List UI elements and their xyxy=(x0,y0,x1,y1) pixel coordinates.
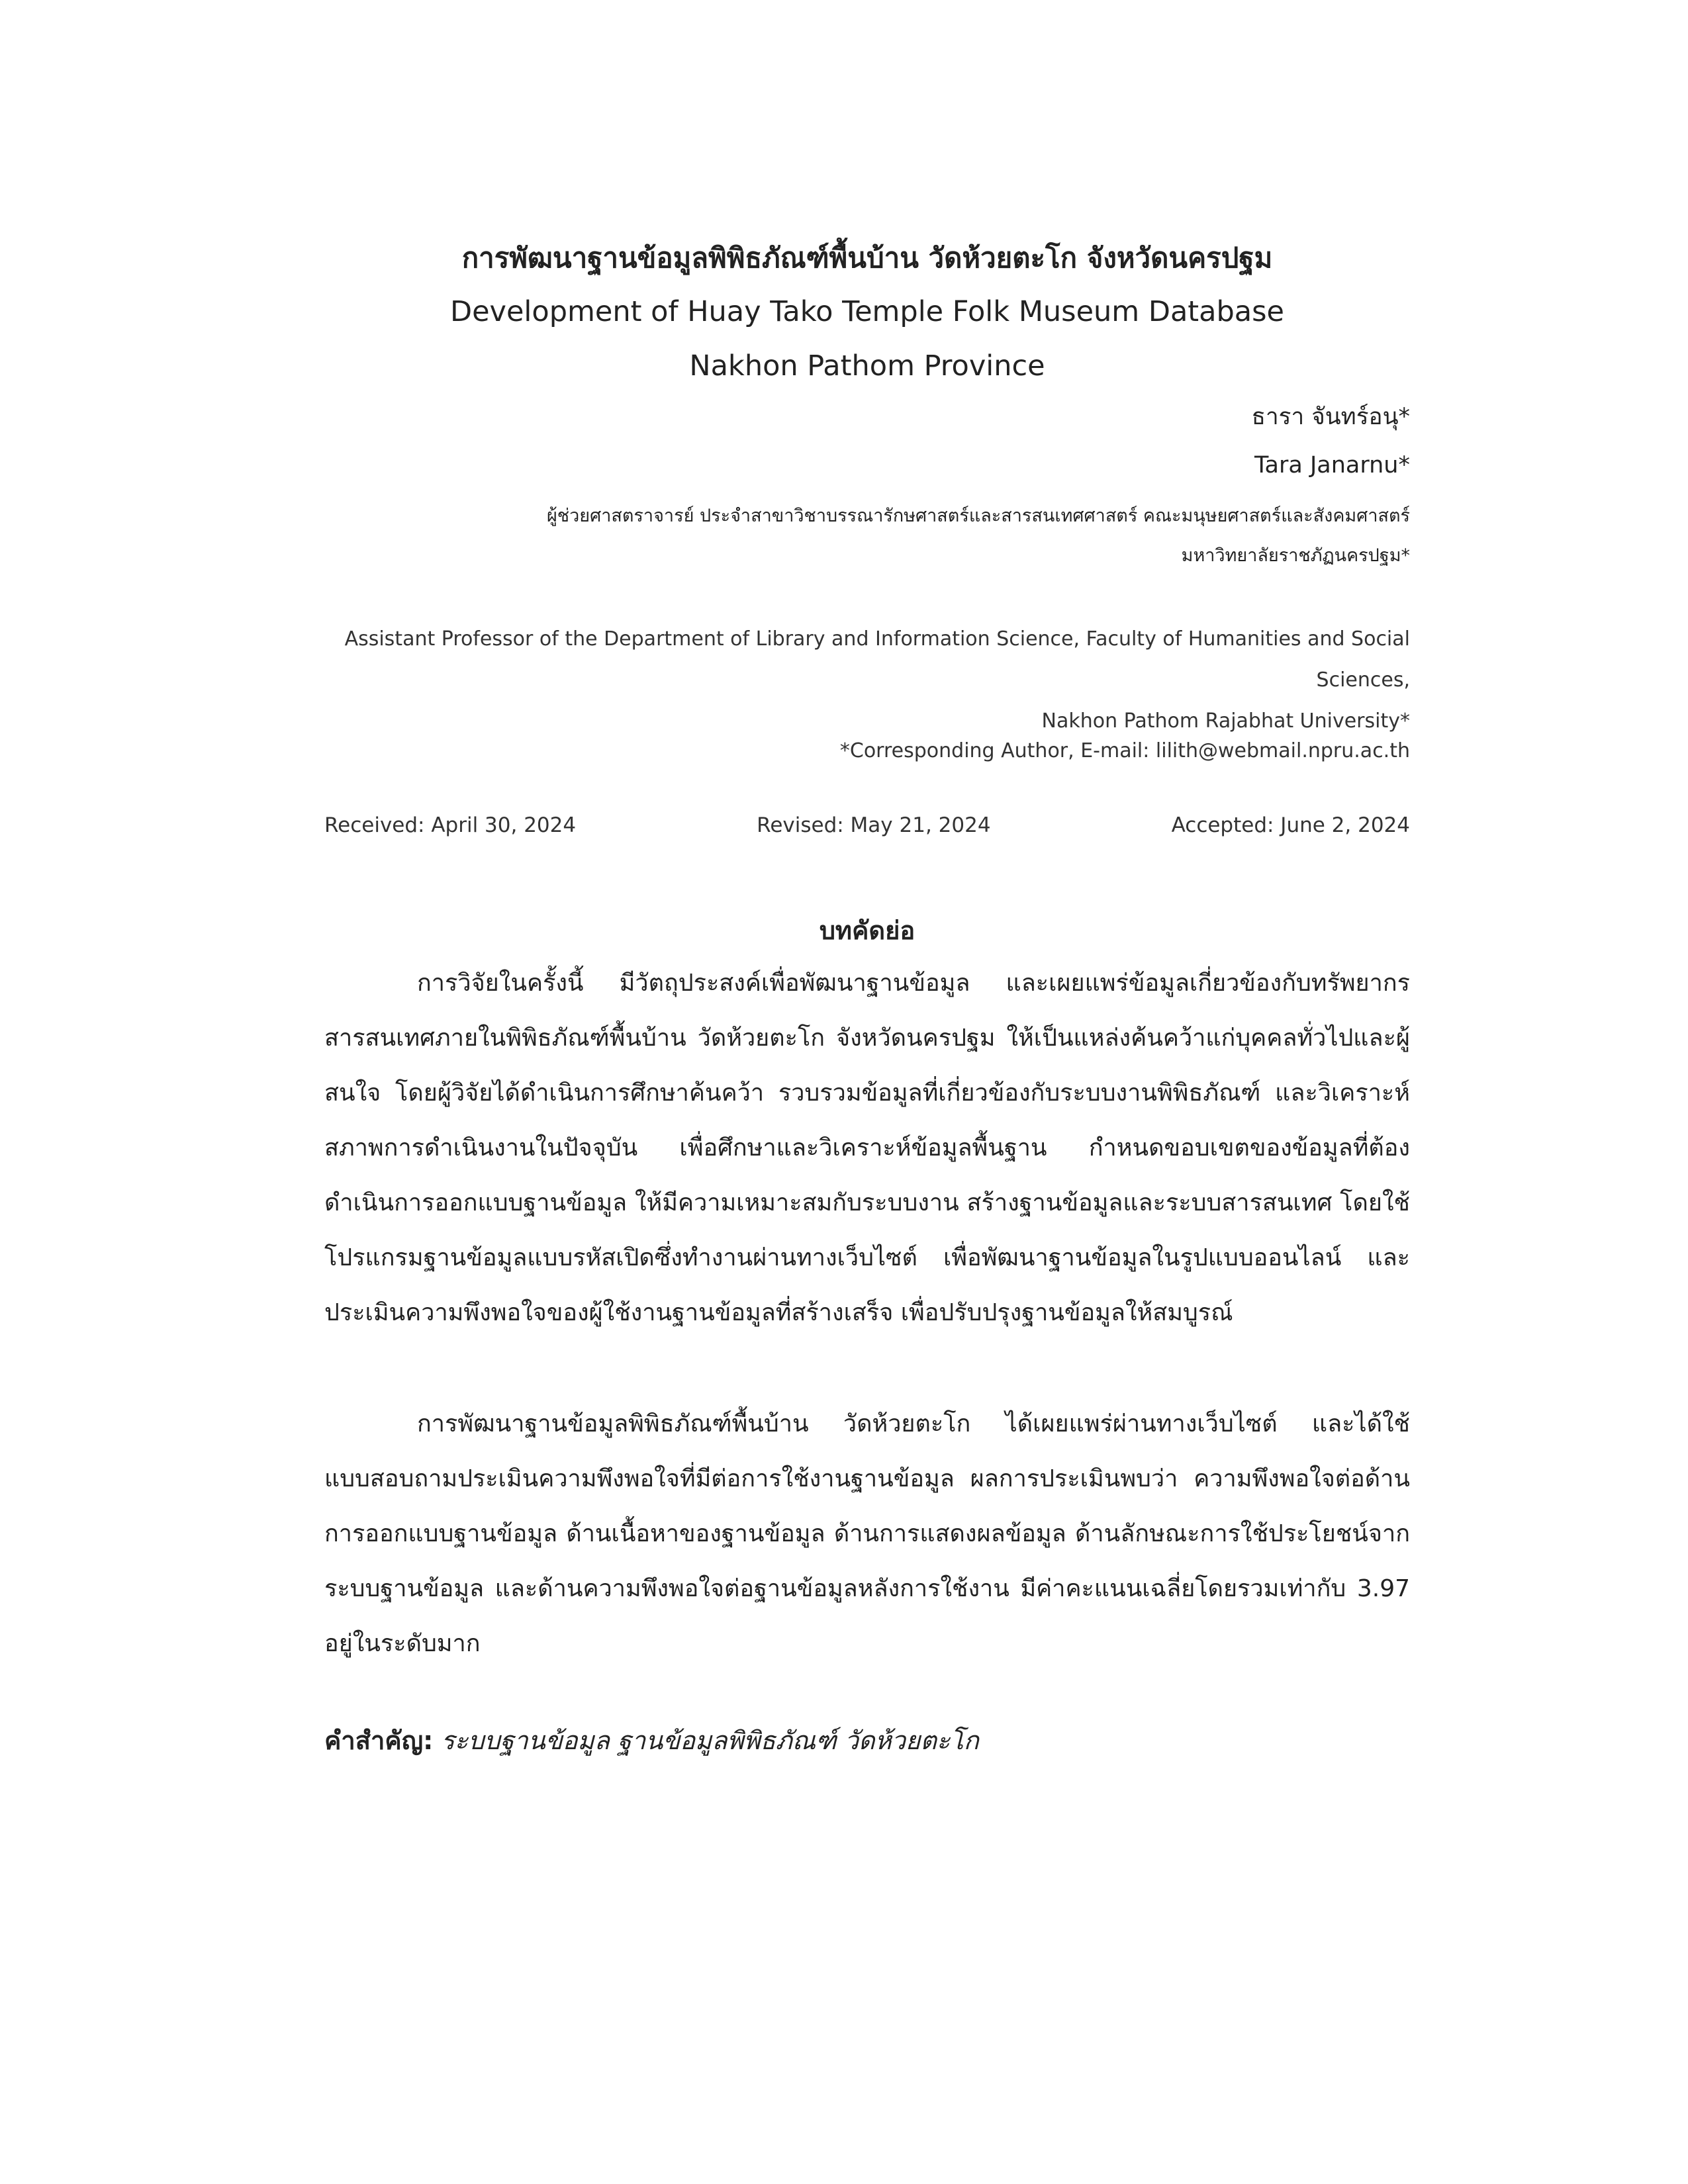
keywords xyxy=(324,1721,1410,1760)
keywords-label: คำสำคัญ: xyxy=(324,1726,434,1755)
title-english-line2: Nakhon Pathom Province xyxy=(689,349,1045,383)
affiliation-english-line2: Nakhon Pathom Rajabhat University* xyxy=(1041,709,1410,733)
abstract-paragraph-1: การวิจัยในครั้งนี้ มีวัตถุประสงค์เพื่อพัฒนาฐานข้อมูล และเผยแพร่ข้อมูลเกี่ยวข้องกับทรัพยากรสารสนเทศภายในพิพิธภัณฑ์พื้นบ้าน วัดห้วยตะโก จังหวัดนครปฐม ให้เป็นแหล่งค้นคว้าแก่บุคคลทั่วไปและผู้สนใจ โดยผู้วิจัยได้ดำเนินการศึกษาค้นคว้า รวบรวมข้อมูลที่เกี่ยวข้องกับระบบงานพิพิธภัณฑ์ และวิเคราะห์สภาพการดำเนินงานในปัจจุบัน เพื่อศึกษาและวิเคราะห์ข้อมูลพื้นฐาน กำหนดขอบเขตของข้อมูลที่ต้องดำเนินการออกแบบฐานข้อมูล ให้มีความเหมาะสมกับระบบงาน สร้างฐานข้อมูลและระบบสารสนเทศ โดยใช้โปรแกรมฐานข้อมูลแบบรหัสเปิดซึ่งทำงานผ่านทางเว็บไซต์ เพื่อพัฒนาฐานข้อมูลในรูปแบบออนไลน์ และประเมินความพึงพอใจของผู้ใช้งานฐานข้อมูลที่สร้างเสร็จ เพื่อปรับปรุงฐานข้อมูลให้สมบูรณ์ xyxy=(324,970,1410,1326)
keywords-values: ระบบฐานข้อมูล ฐานข้อมูลพิพิธภัณฑ์ วัดห้วยตะโก xyxy=(441,1726,979,1755)
affiliation-english-line1: Assistant Professor of the Department of Library and Information Science, Faculty of Humanities and Social Sciences, xyxy=(344,627,1410,692)
author-name-english: Tara Janarnu* xyxy=(1254,452,1410,478)
abstract-heading: บทคัดย่อ xyxy=(819,916,915,945)
author-name-thai: ธารา จันทร์อนุ* xyxy=(1251,404,1410,430)
accepted-date: Accepted: June 2, 2024 xyxy=(1171,813,1410,837)
corresponding-author: *Corresponding Author, E-mail: lilith@webmail.npru.ac.th xyxy=(839,739,1410,762)
revised-date: Revised: May 21, 2024 xyxy=(757,813,991,837)
title-english xyxy=(324,291,1410,400)
submission-dates xyxy=(324,809,1410,842)
received-date: Received: April 30, 2024 xyxy=(324,813,577,837)
affiliation-thai xyxy=(324,496,1410,576)
affiliation-thai-line1: ผู้ช่วยศาสตราจารย์ ประจำสาขาวิชาบรรณารักษศาสตร์และสารสนเทศศาสตร์ คณะมนุษยศาสตร์และสังคมศาสตร์ xyxy=(546,506,1410,526)
title-english-line1: Development of Huay Tako Temple Folk Museum Database xyxy=(449,295,1285,328)
affiliation-english xyxy=(324,619,1410,742)
affiliation-thai-line2: มหาวิทยาลัยราชภัฏนครปฐม* xyxy=(1181,545,1410,566)
title-thai: การพัฒนาฐานข้อมูลพิพิธภัณฑ์พื้นบ้าน วัดห้วยตะโก จังหวัดนครปฐม xyxy=(461,242,1273,274)
abstract-paragraph-2: การพัฒนาฐานข้อมูลพิพิธภัณฑ์พื้นบ้าน วัดห้วยตะโก ได้เผยแพร่ผ่านทางเว็บไซต์ และได้ใช้แบบสอบถามประเมินความพึงพอใจที่มีต่อการใช้งานฐานข้อมูล ผลการประเมินพบว่า ความพึงพอใจต่อด้านการออกแบบฐานข้อมูล ด้านเนื้อหาของฐานข้อมูล ด้านการแสดงผลข้อมูล ด้านลักษณะการใช้ประโยชน์จากระบบฐานข้อมูล และด้านความพึงพอใจต่อฐานข้อมูลหลังการใช้งาน มีค่าคะแนนเฉลี่ยโดยรวมเท่ากับ 3.97 อยู่ในระดับมาก xyxy=(324,1410,1410,1657)
